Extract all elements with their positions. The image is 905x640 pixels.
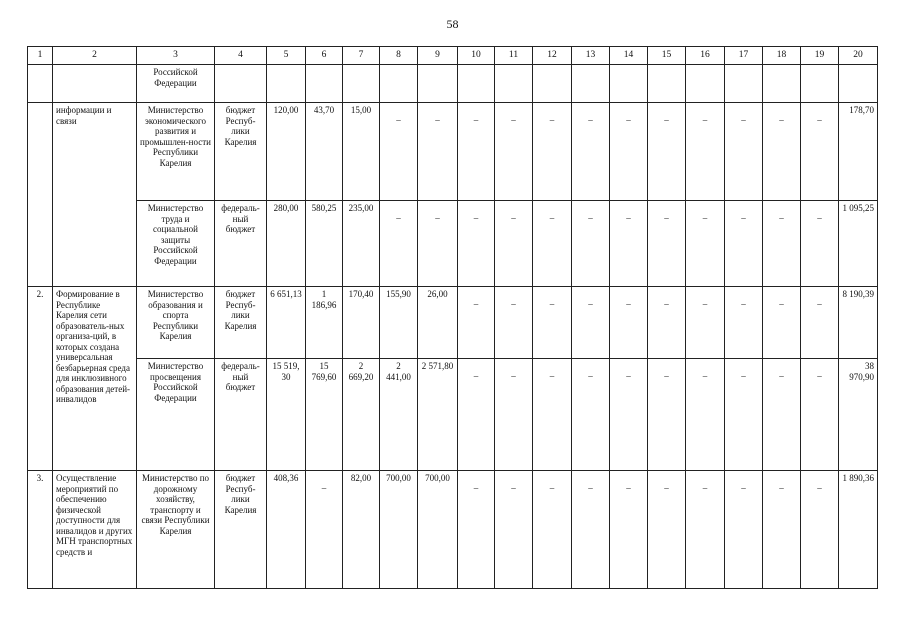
dash-mark: – [435,213,440,223]
dash-cell-18 [763,287,801,359]
activity-name-cell: Осуществление мероприятий по обеспечению физической доступности для инвалидов и других МГН транспортных средств и [53,471,137,589]
dash-mark: – [626,213,631,223]
empty-cell [686,65,725,103]
dash-cell-10 [458,287,495,359]
funding-source-cell: бюджет Респуб-лики Карелия [215,287,267,359]
total-cell: 1 890,36 [839,471,878,589]
funding-source-cell: бюджет Респуб-лики Карелия [215,471,267,589]
value-cell-6: 580,25 [306,201,343,287]
dash-mark: – [702,371,708,381]
column-header-19: 19 [801,47,839,65]
dash-mark: – [702,483,708,493]
dash-cell-16 [686,103,725,201]
dash-cell-10 [458,359,495,471]
dash-mark: – [741,371,746,381]
total-cell: 1 095,25 [839,201,878,287]
value-cell-5: 408,36 [267,471,306,589]
funding-source-cell: федераль-ный бюджет [215,359,267,471]
dash-cell-8 [380,201,418,287]
dash-cell-17 [725,471,763,589]
empty-cell [763,65,801,103]
dash-mark: – [588,483,593,493]
dash-cell-19 [801,359,839,471]
dash-mark: – [588,213,593,223]
dash-mark: – [396,115,401,125]
budget-table [27,46,878,589]
dash-cell-13 [572,103,610,201]
value-cell-5: 15 519, 30 [267,359,306,471]
column-header-7: 7 [343,47,380,65]
row-number-cell: 3. [28,471,53,589]
dash-cell-11 [495,103,533,201]
dash-cell-18 [763,201,801,287]
dash-cell-15 [648,359,686,471]
dash-mark: – [511,299,516,309]
executor-cell: Министерство по дорожному хозяйству, транспорту и связи Республики Карелия [137,471,215,589]
dash-mark: – [549,371,555,381]
dash-cell-12 [533,359,572,471]
dash-mark: – [779,115,784,125]
column-header-18: 18 [763,47,801,65]
dash-cell-14 [610,471,648,589]
dash-mark: – [817,213,822,223]
funding-source-cell: федераль-ный бюджет [215,201,267,287]
column-header-6: 6 [306,47,343,65]
dash-mark: – [626,483,631,493]
header-row [28,47,878,65]
dash-cell-19 [801,287,839,359]
dash-cell-17 [725,287,763,359]
dash-mark: – [549,115,555,125]
column-header-8: 8 [380,47,418,65]
empty-cell [458,65,495,103]
column-header-15: 15 [648,47,686,65]
activity-name-cell: информации и связи [53,103,137,287]
dash-mark: – [741,299,746,309]
dash-cell-11 [495,471,533,589]
value-cell-7: 235,00 [343,201,380,287]
executor-cell: Министерство образования и спорта Республики Карелия [137,287,215,359]
dash-cell-8 [380,103,418,201]
dash-cell-19 [801,471,839,589]
table-row [28,287,878,359]
empty-cell [28,65,53,103]
dash-mark: – [321,483,327,493]
dash-mark: – [549,483,555,493]
column-header-3: 3 [137,47,215,65]
empty-cell [306,65,343,103]
dash-mark: – [664,115,669,125]
dash-mark: – [511,213,516,223]
column-header-20: 20 [839,47,878,65]
value-cell-7: 15,00 [343,103,380,201]
table-row [28,359,878,471]
empty-cell [267,65,306,103]
dash-mark: – [588,299,593,309]
dash-cell-18 [763,103,801,201]
dash-cell-6 [306,471,343,589]
executor-cell: Министерство просвещения Российской Федерации [137,359,215,471]
value-cell-7: 82,00 [343,471,380,589]
empty-cell [801,65,839,103]
dash-mark: – [511,371,516,381]
page-number: 58 [446,17,459,31]
dash-mark: – [779,371,784,381]
table-row [28,103,878,201]
dash-cell-11 [495,201,533,287]
dash-mark: – [817,371,822,381]
dash-mark: – [817,115,822,125]
dash-cell-12 [533,287,572,359]
dash-cell-16 [686,359,725,471]
empty-cell [343,65,380,103]
dash-cell-15 [648,103,686,201]
empty-cell [215,65,267,103]
column-header-17: 17 [725,47,763,65]
dash-cell-15 [648,287,686,359]
dash-mark: – [741,213,746,223]
dash-cell-13 [572,287,610,359]
column-header-4: 4 [215,47,267,65]
dash-cell-10 [458,201,495,287]
empty-cell [648,65,686,103]
dash-cell-19 [801,201,839,287]
column-header-5: 5 [267,47,306,65]
dash-mark: – [511,115,516,125]
dash-cell-10 [458,103,495,201]
table-row [28,471,878,589]
column-header-14: 14 [610,47,648,65]
table-row [28,201,878,287]
dash-cell-10 [458,471,495,589]
dash-mark: – [779,483,784,493]
total-cell: 178,70 [839,103,878,201]
continuation-executor-cell: Российской Федерации [137,65,215,103]
dash-cell-15 [648,471,686,589]
value-cell-9: 700,00 [418,471,458,589]
value-cell-9: 2 571,80 [418,359,458,471]
dash-cell-13 [572,471,610,589]
dash-cell-9 [418,103,458,201]
value-cell-8: 155,90 [380,287,418,359]
dash-cell-12 [533,201,572,287]
dash-cell-12 [533,103,572,201]
empty-cell [725,65,763,103]
dash-cell-17 [725,201,763,287]
dash-cell-9 [418,201,458,287]
dash-cell-14 [610,287,648,359]
dash-mark: – [473,483,479,493]
dash-cell-12 [533,471,572,589]
empty-cell [533,65,572,103]
total-cell: 8 190,39 [839,287,878,359]
value-cell-9: 26,00 [418,287,458,359]
column-header-12: 12 [533,47,572,65]
dash-mark: – [817,483,822,493]
dash-cell-18 [763,471,801,589]
empty-cell [839,65,878,103]
dash-mark: – [473,299,479,309]
value-cell-7: 170,40 [343,287,380,359]
dash-mark: – [511,483,516,493]
value-cell-5: 6 651,13 [267,287,306,359]
dash-cell-16 [686,201,725,287]
dash-mark: – [588,371,593,381]
value-cell-6: 43,70 [306,103,343,201]
value-cell-6: 15 769,60 [306,359,343,471]
dash-cell-15 [648,201,686,287]
dash-cell-14 [610,103,648,201]
row-number-cell [28,103,53,287]
value-cell-8: 700,00 [380,471,418,589]
value-cell-8: 2 441,00 [380,359,418,471]
column-header-10: 10 [458,47,495,65]
dash-mark: – [664,371,669,381]
dash-cell-13 [572,359,610,471]
value-cell-6: 1 186,96 [306,287,343,359]
dash-mark: – [626,299,631,309]
value-cell-5: 280,00 [267,201,306,287]
executor-cell: Министерство экономического развития и промышлен-ности Республики Карелия [137,103,215,201]
column-header-2: 2 [53,47,137,65]
dash-mark: – [473,115,479,125]
total-cell: 38 970,90 [839,359,878,471]
dash-cell-19 [801,103,839,201]
table-body [28,47,878,589]
dash-mark: – [741,483,746,493]
activity-name-cell: Формирование в Республике Карелия сети образователь-ных организа-ций, в которых создана универсальная безбарьерная среда для инклюзивного образования детей-инвалидов [53,287,137,471]
dash-mark: – [664,299,669,309]
empty-cell [380,65,418,103]
dash-mark: – [817,299,822,309]
dash-mark: – [626,371,631,381]
value-cell-7: 2 669,20 [343,359,380,471]
dash-cell-17 [725,103,763,201]
dash-cell-13 [572,201,610,287]
dash-cell-16 [686,471,725,589]
dash-mark: – [664,213,669,223]
dash-cell-11 [495,359,533,471]
column-header-1: 1 [28,47,53,65]
dash-mark: – [626,115,631,125]
continuation-row [28,65,878,103]
dash-mark: – [473,213,479,223]
dash-cell-16 [686,287,725,359]
column-header-9: 9 [418,47,458,65]
empty-cell [610,65,648,103]
empty-cell [53,65,137,103]
column-header-11: 11 [495,47,533,65]
dash-mark: – [396,213,401,223]
dash-cell-17 [725,359,763,471]
empty-cell [572,65,610,103]
dash-mark: – [435,115,440,125]
row-number-cell: 2. [28,287,53,471]
executor-cell: Министерство труда и социальной защиты Российской Федерации [137,201,215,287]
dash-mark: – [702,115,708,125]
dash-mark: – [779,213,784,223]
dash-cell-14 [610,201,648,287]
dash-cell-18 [763,359,801,471]
dash-mark: – [779,299,784,309]
dash-mark: – [549,299,555,309]
dash-cell-14 [610,359,648,471]
empty-cell [495,65,533,103]
dash-mark: – [588,115,593,125]
dash-mark: – [702,213,708,223]
dash-mark: – [702,299,708,309]
dash-mark: – [549,213,555,223]
column-header-13: 13 [572,47,610,65]
funding-source-cell: бюджет Респуб-лики Карелия [215,103,267,201]
dash-cell-11 [495,287,533,359]
empty-cell [418,65,458,103]
dash-mark: – [473,371,479,381]
value-cell-5: 120,00 [267,103,306,201]
dash-mark: – [664,483,669,493]
dash-mark: – [741,115,746,125]
column-header-16: 16 [686,47,725,65]
